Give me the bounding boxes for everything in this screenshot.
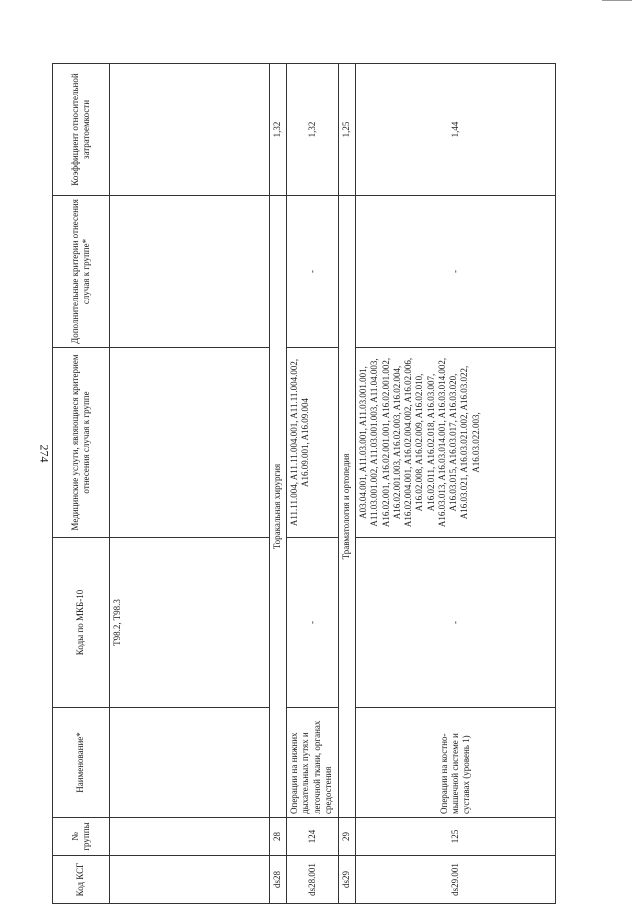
section-title: Торакальная хирургия — [270, 196, 287, 818]
cell-extra — [110, 196, 270, 348]
cell-group-number: 124 — [287, 818, 339, 856]
cell-code: ds29.001 — [356, 856, 556, 904]
cell-coefficient: 1,44 — [356, 64, 556, 196]
cell-group-number: 28 — [270, 818, 287, 856]
cell-coefficient: 1,32 — [287, 64, 339, 196]
cell-coefficient: 1,32 — [270, 64, 287, 196]
header-group-number: № группы — [53, 818, 110, 856]
cell-group-number: 125 — [356, 818, 556, 856]
header-coefficient: Коэффициент относительной затратоемкости — [53, 64, 110, 196]
cell-group-number — [110, 818, 270, 856]
scan-edge-mark — [602, 0, 632, 1]
header-code: Код КСГ — [53, 856, 110, 904]
section-row-thoracic — [270, 64, 287, 904]
table-header-row — [53, 64, 110, 904]
header-name: Наименование* — [53, 708, 110, 818]
section-row-trauma — [339, 64, 356, 904]
header-extra-criteria: Дополнительные критерии отнесения случая к группе* — [53, 196, 110, 348]
cell-code — [110, 856, 270, 904]
rotated-table-container — [52, 64, 584, 904]
cell-code: ds28 — [270, 856, 287, 904]
cell-mkb: T98.2, T98.3 — [110, 538, 270, 708]
table-row — [287, 64, 339, 904]
cell-mkb: - — [287, 538, 339, 708]
cell-group-number: 29 — [339, 818, 356, 856]
table-row — [110, 64, 270, 904]
cell-extra: - — [287, 196, 339, 348]
page-number-text: 274 — [37, 444, 52, 463]
cell-mkb: - — [356, 538, 556, 708]
cell-coefficient: 1,25 — [339, 64, 356, 196]
cell-name: Операции на костно-мышечной системе и суставах (уровень 1) — [356, 708, 556, 818]
cell-name: Операции на нижних дыхательных путях и легочной ткани, органах средостения — [287, 708, 339, 818]
ksg-table — [52, 63, 556, 904]
cell-extra: - — [356, 196, 556, 348]
table-row — [356, 64, 556, 904]
cell-services: A03.04.001, A11.03.001, A11.03.001.001, A11.03.001.002, A11.03.001.003, A11.04.003, A16.02.001, A16.02.001.001, A16.02.001.002, A16.02.001.003, A16.02.003, A16.02.004, A16.02.004.001, A16.02.004.002, A16.02.006, A16.02.008, A16.02.009, A16.02.010, A16.02.011, A16.02.018, A16.03.007, A16.03.013, A16.03.014.001, A16.03.014.002, A16.03.015, A16.03.017, A16.03.020, A16.03.021, A16.03.021.002, A16.03.022, A16.03.022.003, — [356, 348, 556, 538]
cell-name — [110, 708, 270, 818]
cell-services — [110, 348, 270, 538]
cell-code: ds28.001 — [287, 856, 339, 904]
header-mkb-codes: Коды по МКБ-10 — [53, 538, 110, 708]
cell-services: A11.11.004, A11.11.004.001, A11.11.004.002, A16.09.001, A16.09.004 — [287, 348, 339, 538]
table-rotation-frame — [52, 64, 584, 904]
section-title: Травматология и ортопедия — [339, 196, 356, 818]
page-number — [34, 0, 54, 905]
cell-code: ds29 — [339, 856, 356, 904]
cell-coefficient — [110, 64, 270, 196]
header-medical-services: Медицинские услуги, являющиеся критерием отнесения случая к группе — [53, 348, 110, 538]
